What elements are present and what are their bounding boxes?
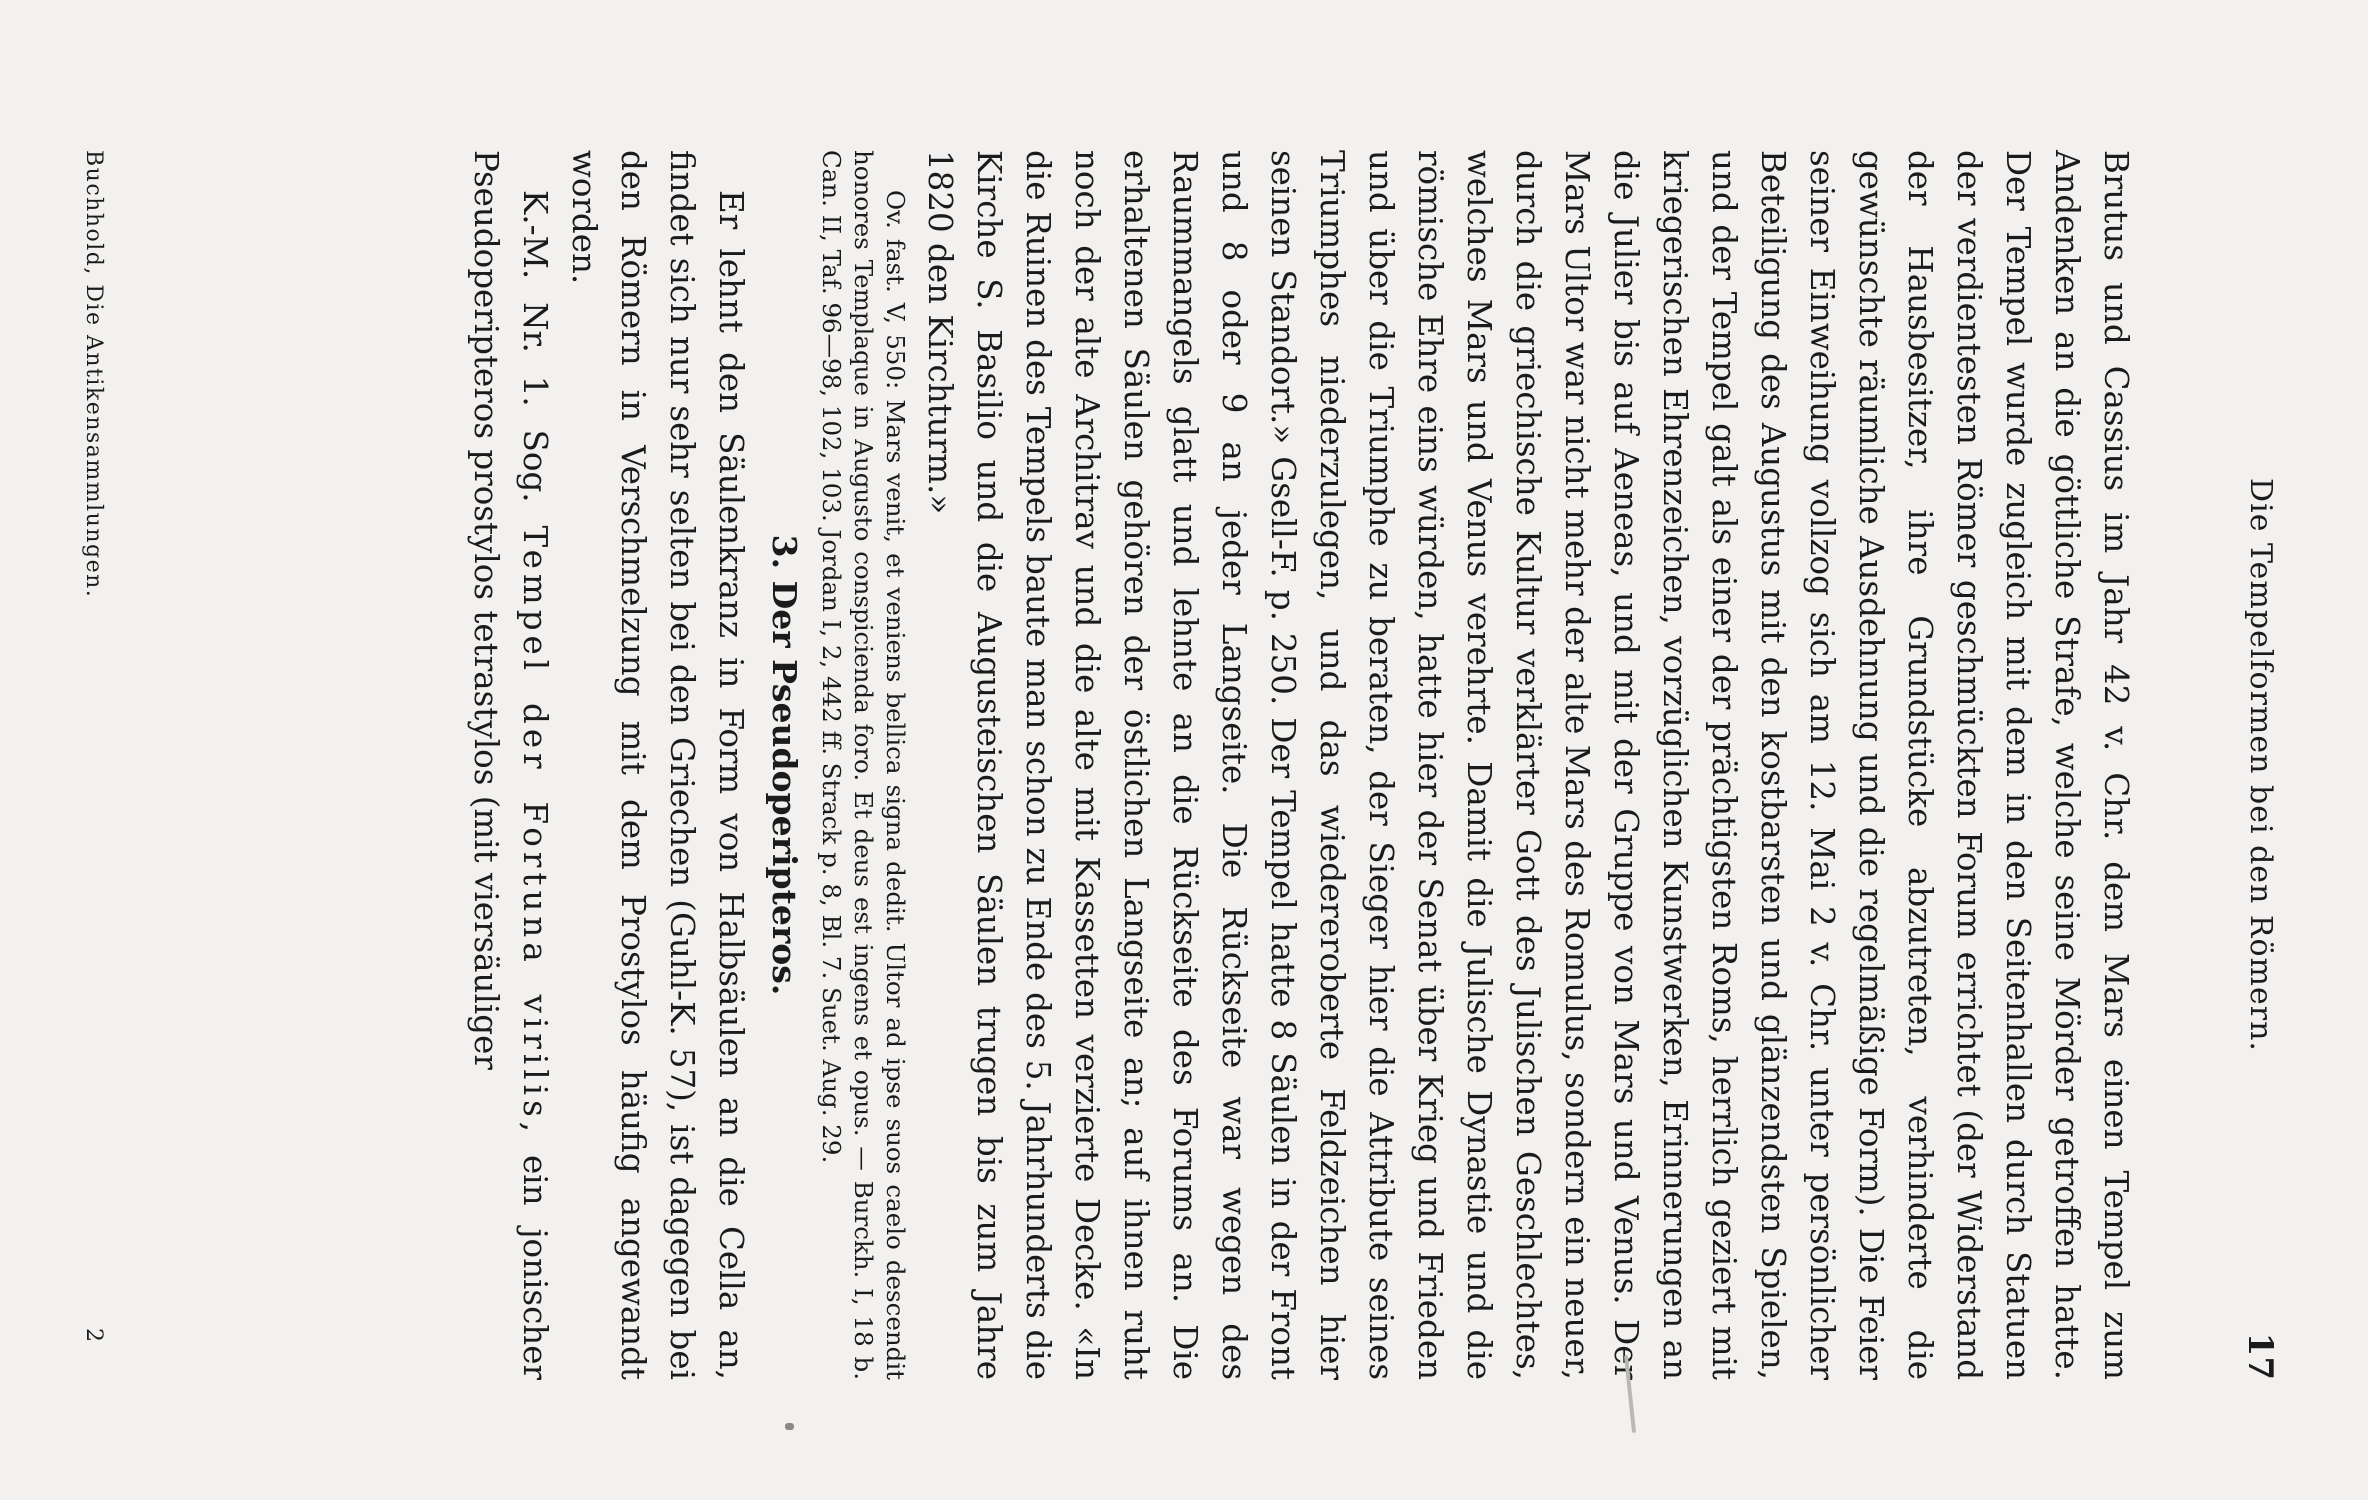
temple-name: Tempel der Fortuna virilis bbox=[516, 525, 554, 1122]
paragraph-lead: K.-M. Nr. 1. Sog. bbox=[516, 190, 554, 526]
page-number: 17 bbox=[2240, 1332, 2280, 1380]
body-paragraph: Brutus und Cassius im Jahr 42 v. Chr. dem Mars einen Tempel zum Andenken an die göttliche Strafe, welche seine Mörder getroffen hatte. Der Tempel wurde zugleich mit dem in den Seitenhallen durch Statuen der verdientesten Römer geschmückten Forum errichtet (der Widerstand der Hausbesitzer, ihre Grundstücke abzutreten, verhinderte die gewünschte räumliche Ausdehnung und die regelmäßige Form). Die Feier seiner Einweihung vollzog sich am 12. Mai 2 v. Chr. unter persönlicher Beteiligung des Augustus mit den kostbarsten und glänzendsten Spielen, und der Tempel galt als einer der prächtigsten Roms, herrlich geziert mit kriegerischen Ehrenzeichen, vorzüglichen Kunstwerken, Erinnerungen an die Julier bis auf Aeneas, und mit der Gruppe von Mars und Venus. Der Mars Ultor war nicht mehr der alte Mars des Romulus, sondern ein neuer, durch die griechische Kultur verklärter Gott des Julischen Geschlechtes, welches Mars und Venus verehrte. Damit die Julische Dynastie und die römische Ehre eins würden, hatte hier der Senat über Krieg und Frieden und über die Triumphe zu beraten, der Sieger hier die Attribute seines Triumphes niederzulegen, und das wiedereroberte Feldzeichen hier seinen Standort.» Gsell-F. p. 250. Der Tempel hatte 8 Säulen in der Front und 8 oder 9 an jeder Langseite. Die Rückseite war wegen des Raummangels glatt und lehnte an die Rückseite des Forums an. Die erhaltenen Säulen gehören der östlichen Langseite an; auf ihnen ruht noch der alte Architrav und die alte mit Kassetten verzierte Decke. «In die Ruinen des Tempels baute man schon zu Ende des 5. Jahrhunderts die Kirche S. Basilio und die Augusteischen Säulen trugen bis zum Jahre 1820 den Kirchturm.» bbox=[921, 150, 2135, 1380]
section-paragraph: Er lehnt den Säulenkranz in Form von Halbsäulen an die Cella an, findet sich nur sehr selten bei den Griechen (Guhl-K. 57), ist dagegen bei den Römern in Verschmelzung mit dem Prostylos häufig angewandt worden. bbox=[565, 150, 750, 1380]
running-title: Die Tempelformen bei den Römern. bbox=[2243, 478, 2278, 1052]
section-heading: 3. Der Pseudoperipteros. bbox=[765, 534, 804, 996]
paragraph-tail: , ein jonischer Pseudoperipteros prostylos tetrastylos (mit viersäuliger bbox=[467, 150, 554, 1381]
paper-dot bbox=[785, 1423, 794, 1430]
section-paragraph-2 bbox=[461, 150, 559, 1380]
signature-number: 2 bbox=[81, 1328, 106, 1342]
page-footer bbox=[70, 150, 106, 1380]
printer-signature: Buchhold, Die Antikensammlungen. bbox=[81, 150, 106, 599]
body-text bbox=[461, 150, 2140, 1380]
citation-note: Ov. fast. V, 550: Mars venit, et veniens bellica signa dedit. Ultor ad ipse suos caelo descendit honores Templaque in Augusto conspicienda foro. Et deus est ingens et opus. — Burckh. I, 18 b. Can. II, Taf. 96—98, 102, 103. Jordan I, 2, 442 ff. Strack p. 8, Bl. 7. Suet. Aug. 29. bbox=[817, 150, 910, 1380]
running-head bbox=[2238, 150, 2278, 1380]
